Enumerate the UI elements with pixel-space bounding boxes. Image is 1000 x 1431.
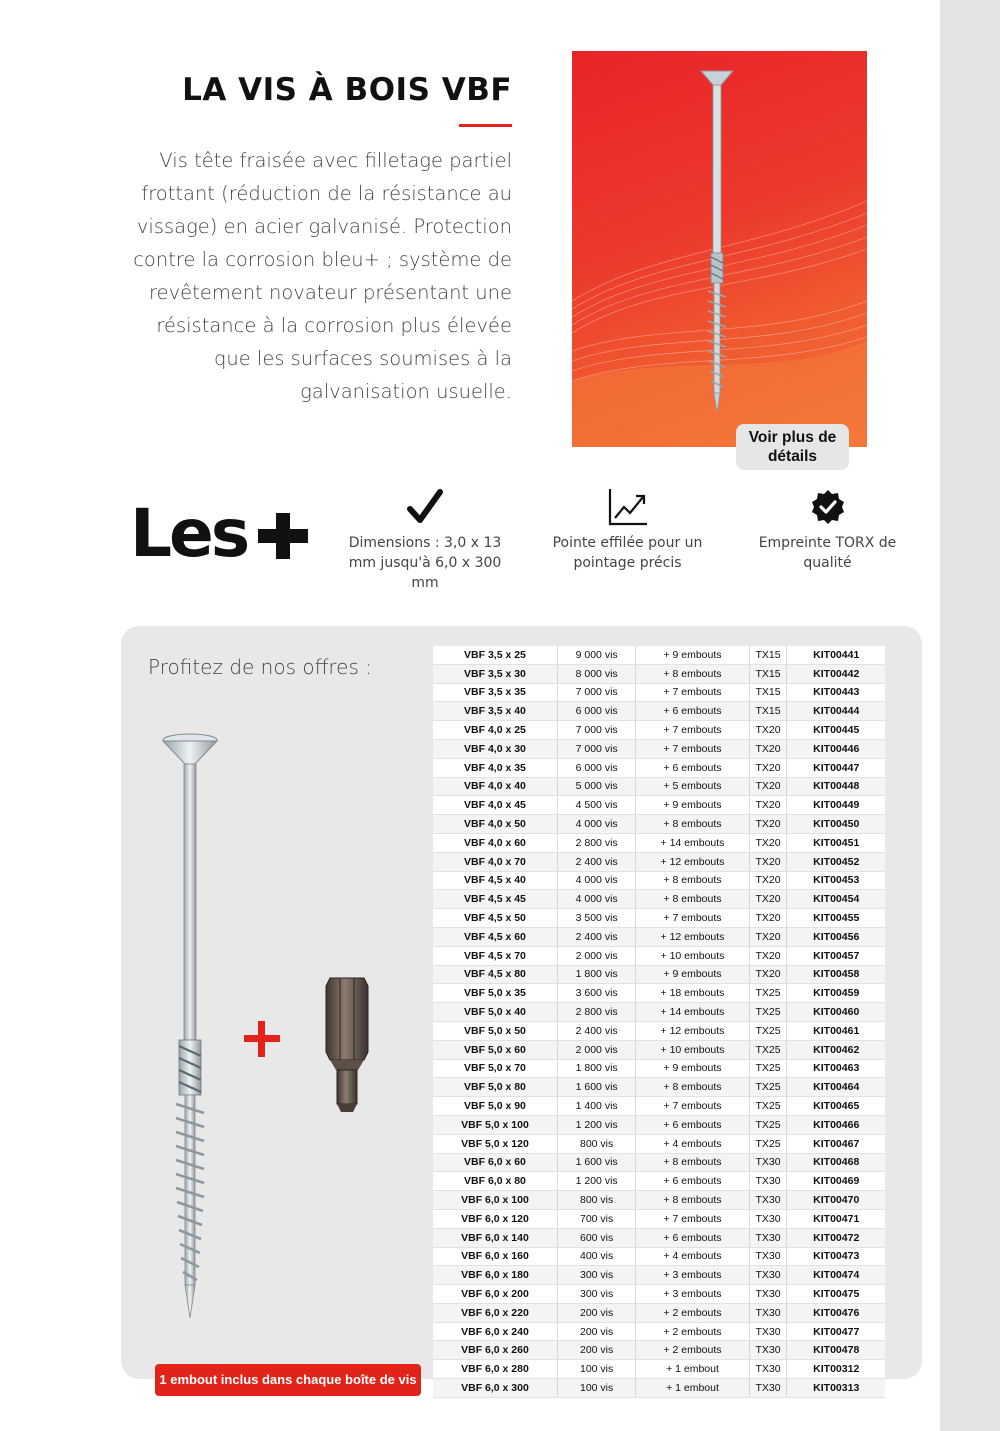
kit-code-cell: KIT00458 bbox=[787, 965, 885, 984]
bits-cell: + 8 embouts bbox=[636, 871, 749, 890]
bits-cell: + 6 embouts bbox=[636, 1115, 749, 1134]
torx-size-cell: TX25 bbox=[749, 1003, 787, 1022]
kit-code-cell: KIT00448 bbox=[787, 777, 885, 796]
page-title bbox=[150, 72, 512, 108]
bits-cell: + 3 embouts bbox=[636, 1285, 749, 1304]
advantage-tip-text: Pointe effilée pour un pointage précis bbox=[552, 535, 703, 571]
table-row bbox=[433, 1078, 885, 1097]
torx-size-cell: TX25 bbox=[749, 1021, 787, 1040]
product-image[interactable] bbox=[572, 51, 867, 447]
bits-cell: + 8 embouts bbox=[636, 1191, 749, 1210]
kit-code-cell: KIT00463 bbox=[787, 1059, 885, 1078]
bits-cell: + 8 embouts bbox=[636, 1078, 749, 1097]
table-row bbox=[433, 1191, 885, 1210]
torx-size-cell: TX20 bbox=[749, 758, 787, 777]
quantity-cell: 300 vis bbox=[557, 1285, 635, 1304]
check-icon bbox=[405, 487, 445, 527]
reference-cell: VBF 4,0 x 35 bbox=[433, 758, 557, 777]
bits-cell: + 9 embouts bbox=[636, 796, 749, 815]
table-row bbox=[433, 852, 885, 871]
quantity-cell: 9 000 vis bbox=[557, 646, 635, 664]
bits-cell: + 14 embouts bbox=[636, 833, 749, 852]
reference-cell: VBF 5,0 x 80 bbox=[433, 1078, 557, 1097]
bits-cell: + 4 embouts bbox=[636, 1134, 749, 1153]
torx-size-cell: TX20 bbox=[749, 871, 787, 890]
torx-size-cell: TX15 bbox=[749, 702, 787, 721]
table-row bbox=[433, 1134, 885, 1153]
advantage-dimensions-text: Dimensions : 3,0 x 13 mm jusqu'à 6,0 x 300 mm bbox=[348, 535, 502, 591]
torx-size-cell: TX20 bbox=[749, 721, 787, 740]
table-row bbox=[433, 1379, 885, 1398]
bits-cell: + 2 embouts bbox=[636, 1341, 749, 1360]
reference-cell: VBF 4,5 x 60 bbox=[433, 927, 557, 946]
table-row bbox=[433, 1172, 885, 1191]
reference-cell: VBF 5,0 x 70 bbox=[433, 1059, 557, 1078]
kit-code-cell: KIT00444 bbox=[787, 702, 885, 721]
kit-code-cell: KIT00460 bbox=[787, 1003, 885, 1022]
table-row bbox=[433, 871, 885, 890]
torx-size-cell: TX15 bbox=[749, 664, 787, 683]
table-row bbox=[433, 739, 885, 758]
kit-code-cell: KIT00453 bbox=[787, 871, 885, 890]
trend-chart-icon bbox=[607, 487, 649, 527]
quantity-cell: 1 800 vis bbox=[557, 965, 635, 984]
advantage-torx-text: Empreinte TORX de qualité bbox=[758, 535, 897, 571]
kit-code-cell: KIT00468 bbox=[787, 1153, 885, 1172]
kit-code-cell: KIT00471 bbox=[787, 1209, 885, 1228]
table-row bbox=[433, 1285, 885, 1304]
reference-cell: VBF 4,0 x 50 bbox=[433, 815, 557, 834]
torx-size-cell: TX20 bbox=[749, 815, 787, 834]
quantity-cell: 800 vis bbox=[557, 1191, 635, 1210]
kit-code-cell: KIT00477 bbox=[787, 1322, 885, 1341]
kit-code-cell: KIT00457 bbox=[787, 946, 885, 965]
bits-cell: + 2 embouts bbox=[636, 1322, 749, 1341]
quantity-cell: 7 000 vis bbox=[557, 739, 635, 758]
kit-code-cell: KIT00312 bbox=[787, 1360, 885, 1379]
torx-size-cell: TX30 bbox=[749, 1191, 787, 1210]
bits-cell: + 9 embouts bbox=[636, 646, 749, 664]
torx-size-cell: TX30 bbox=[749, 1285, 787, 1304]
kit-code-cell: KIT00476 bbox=[787, 1303, 885, 1322]
table-row bbox=[433, 1360, 885, 1379]
quantity-cell: 200 vis bbox=[557, 1341, 635, 1360]
kit-code-cell: KIT00474 bbox=[787, 1266, 885, 1285]
quantity-cell: 700 vis bbox=[557, 1209, 635, 1228]
quantity-cell: 2 000 vis bbox=[557, 946, 635, 965]
kit-code-cell: KIT00461 bbox=[787, 1021, 885, 1040]
reference-cell: VBF 6,0 x 180 bbox=[433, 1266, 557, 1285]
kit-code-cell: KIT00459 bbox=[787, 984, 885, 1003]
quantity-cell: 5 000 vis bbox=[557, 777, 635, 796]
torx-size-cell: TX25 bbox=[749, 1078, 787, 1097]
kit-code-cell: KIT00478 bbox=[787, 1341, 885, 1360]
kit-code-cell: KIT00446 bbox=[787, 739, 885, 758]
table-row bbox=[433, 1097, 885, 1116]
table-row bbox=[433, 1303, 885, 1322]
quantity-cell: 4 000 vis bbox=[557, 815, 635, 834]
bits-cell: + 8 embouts bbox=[636, 815, 749, 834]
torx-size-cell: TX30 bbox=[749, 1266, 787, 1285]
reference-cell: VBF 6,0 x 60 bbox=[433, 1153, 557, 1172]
kit-code-cell: KIT00456 bbox=[787, 927, 885, 946]
reference-cell: VBF 6,0 x 220 bbox=[433, 1303, 557, 1322]
torx-size-cell: TX20 bbox=[749, 927, 787, 946]
reference-cell: VBF 6,0 x 300 bbox=[433, 1379, 557, 1398]
quantity-cell: 4 500 vis bbox=[557, 796, 635, 815]
bits-cell: + 9 embouts bbox=[636, 965, 749, 984]
table-row bbox=[433, 1021, 885, 1040]
kit-code-cell: KIT00455 bbox=[787, 909, 885, 928]
side-strip bbox=[940, 0, 1000, 1431]
kit-code-cell: KIT00441 bbox=[787, 646, 885, 664]
torx-size-cell: TX20 bbox=[749, 739, 787, 758]
offers-table bbox=[433, 646, 885, 1398]
advantage-tip bbox=[545, 487, 710, 573]
reference-cell: VBF 3,5 x 35 bbox=[433, 683, 557, 702]
advantages-heading: Les bbox=[130, 495, 248, 572]
bits-cell: + 7 embouts bbox=[636, 1097, 749, 1116]
reference-cell: VBF 5,0 x 120 bbox=[433, 1134, 557, 1153]
torx-size-cell: TX25 bbox=[749, 1040, 787, 1059]
title-brand: VBF bbox=[441, 72, 512, 108]
torx-size-cell: TX15 bbox=[749, 646, 787, 664]
bits-cell: + 1 embout bbox=[636, 1379, 749, 1398]
reference-cell: VBF 4,5 x 45 bbox=[433, 890, 557, 909]
table-row bbox=[433, 721, 885, 740]
torx-size-cell: TX30 bbox=[749, 1379, 787, 1398]
quantity-cell: 2 400 vis bbox=[557, 927, 635, 946]
screw-illustration bbox=[150, 732, 230, 1322]
table-row bbox=[433, 1115, 885, 1134]
table-row bbox=[433, 1322, 885, 1341]
reference-cell: VBF 6,0 x 260 bbox=[433, 1341, 557, 1360]
kit-code-cell: KIT00462 bbox=[787, 1040, 885, 1059]
torx-size-cell: TX25 bbox=[749, 1097, 787, 1116]
reference-cell: VBF 4,0 x 25 bbox=[433, 721, 557, 740]
torx-size-cell: TX30 bbox=[749, 1322, 787, 1341]
bits-cell: + 9 embouts bbox=[636, 1059, 749, 1078]
bits-cell: + 5 embouts bbox=[636, 777, 749, 796]
reference-cell: VBF 5,0 x 35 bbox=[433, 984, 557, 1003]
kit-code-cell: KIT00467 bbox=[787, 1134, 885, 1153]
bits-cell: + 6 embouts bbox=[636, 1228, 749, 1247]
torx-size-cell: TX30 bbox=[749, 1360, 787, 1379]
offers-title: Profitez de nos offres : bbox=[148, 655, 372, 679]
quantity-cell: 1 400 vis bbox=[557, 1097, 635, 1116]
quantity-cell: 2 000 vis bbox=[557, 1040, 635, 1059]
kit-code-cell: KIT00465 bbox=[787, 1097, 885, 1116]
table-row bbox=[433, 664, 885, 683]
reference-cell: VBF 3,5 x 30 bbox=[433, 664, 557, 683]
kit-code-cell: KIT00470 bbox=[787, 1191, 885, 1210]
reference-cell: VBF 4,0 x 70 bbox=[433, 852, 557, 871]
reference-cell: VBF 4,5 x 50 bbox=[433, 909, 557, 928]
reference-cell: VBF 3,5 x 40 bbox=[433, 702, 557, 721]
quantity-cell: 8 000 vis bbox=[557, 664, 635, 683]
bits-cell: + 7 embouts bbox=[636, 683, 749, 702]
kit-code-cell: KIT00472 bbox=[787, 1228, 885, 1247]
quantity-cell: 2 400 vis bbox=[557, 1021, 635, 1040]
bits-cell: + 4 embouts bbox=[636, 1247, 749, 1266]
quantity-cell: 6 000 vis bbox=[557, 702, 635, 721]
torx-size-cell: TX25 bbox=[749, 1115, 787, 1134]
quantity-cell: 2 800 vis bbox=[557, 833, 635, 852]
torx-size-cell: TX30 bbox=[749, 1228, 787, 1247]
reference-cell: VBF 4,5 x 70 bbox=[433, 946, 557, 965]
reference-cell: VBF 5,0 x 60 bbox=[433, 1040, 557, 1059]
table-row bbox=[433, 646, 885, 664]
plus-icon bbox=[258, 513, 308, 559]
reference-cell: VBF 5,0 x 40 bbox=[433, 1003, 557, 1022]
torx-size-cell: TX30 bbox=[749, 1209, 787, 1228]
reference-cell: VBF 6,0 x 140 bbox=[433, 1228, 557, 1247]
torx-size-cell: TX20 bbox=[749, 852, 787, 871]
table-row bbox=[433, 1040, 885, 1059]
bits-cell: + 10 embouts bbox=[636, 946, 749, 965]
reference-cell: VBF 6,0 x 120 bbox=[433, 1209, 557, 1228]
torx-size-cell: TX25 bbox=[749, 984, 787, 1003]
reference-cell: VBF 4,0 x 60 bbox=[433, 833, 557, 852]
table-row bbox=[433, 1341, 885, 1360]
bits-cell: + 8 embouts bbox=[636, 1153, 749, 1172]
quantity-cell: 1 600 vis bbox=[557, 1078, 635, 1097]
reference-cell: VBF 6,0 x 280 bbox=[433, 1360, 557, 1379]
quantity-cell: 6 000 vis bbox=[557, 758, 635, 777]
quality-badge-icon bbox=[808, 487, 848, 527]
bits-cell: + 7 embouts bbox=[636, 909, 749, 928]
reference-cell: VBF 3,5 x 25 bbox=[433, 646, 557, 664]
bits-cell: + 12 embouts bbox=[636, 1021, 749, 1040]
torx-size-cell: TX20 bbox=[749, 965, 787, 984]
torx-size-cell: TX30 bbox=[749, 1341, 787, 1360]
torx-bit-illustration bbox=[322, 972, 372, 1114]
table-row bbox=[433, 927, 885, 946]
table-row bbox=[433, 758, 885, 777]
kit-code-cell: KIT00451 bbox=[787, 833, 885, 852]
reference-cell: VBF 6,0 x 200 bbox=[433, 1285, 557, 1304]
table-row bbox=[433, 1228, 885, 1247]
torx-size-cell: TX20 bbox=[749, 796, 787, 815]
reference-cell: VBF 6,0 x 100 bbox=[433, 1191, 557, 1210]
intro-paragraph: Vis tête fraisée avec filletage partiel frottant (réduction de la résistance au vissage) en acier galvanisé. Protection contre la corrosion bleu+ ; système de revêtement novateur présentant une résistance à la corrosion plus élevée que les surfaces soumises à la galvanisation usuelle. bbox=[133, 149, 512, 403]
bits-cell: + 14 embouts bbox=[636, 1003, 749, 1022]
bits-cell: + 8 embouts bbox=[636, 890, 749, 909]
table-row bbox=[433, 890, 885, 909]
torx-size-cell: TX20 bbox=[749, 777, 787, 796]
bits-cell: + 3 embouts bbox=[636, 1266, 749, 1285]
reference-cell: VBF 4,0 x 40 bbox=[433, 777, 557, 796]
kit-code-cell: KIT00450 bbox=[787, 815, 885, 834]
title-prefix: LA VIS À BOIS bbox=[182, 72, 431, 108]
bits-cell: + 6 embouts bbox=[636, 758, 749, 777]
reference-cell: VBF 6,0 x 160 bbox=[433, 1247, 557, 1266]
torx-size-cell: TX30 bbox=[749, 1153, 787, 1172]
quantity-cell: 7 000 vis bbox=[557, 721, 635, 740]
table-row bbox=[433, 946, 885, 965]
quantity-cell: 800 vis bbox=[557, 1134, 635, 1153]
kit-code-cell: KIT00449 bbox=[787, 796, 885, 815]
kit-code-cell: KIT00443 bbox=[787, 683, 885, 702]
quantity-cell: 3 600 vis bbox=[557, 984, 635, 1003]
table-row bbox=[433, 965, 885, 984]
bits-cell: + 7 embouts bbox=[636, 721, 749, 740]
kit-code-cell: KIT00473 bbox=[787, 1247, 885, 1266]
bits-cell: + 18 embouts bbox=[636, 984, 749, 1003]
quantity-cell: 2 400 vis bbox=[557, 852, 635, 871]
table-row bbox=[433, 1059, 885, 1078]
torx-size-cell: TX20 bbox=[749, 833, 787, 852]
reference-cell: VBF 4,5 x 80 bbox=[433, 965, 557, 984]
quantity-cell: 4 000 vis bbox=[557, 890, 635, 909]
torx-size-cell: TX25 bbox=[749, 1059, 787, 1078]
bits-cell: + 2 embouts bbox=[636, 1303, 749, 1322]
quantity-cell: 300 vis bbox=[557, 1266, 635, 1285]
torx-size-cell: TX20 bbox=[749, 890, 787, 909]
quantity-cell: 600 vis bbox=[557, 1228, 635, 1247]
table-row bbox=[433, 909, 885, 928]
advantage-dimensions bbox=[340, 487, 510, 593]
reference-cell: VBF 6,0 x 240 bbox=[433, 1322, 557, 1341]
quantity-cell: 3 500 vis bbox=[557, 909, 635, 928]
quantity-cell: 1 800 vis bbox=[557, 1059, 635, 1078]
quantity-cell: 100 vis bbox=[557, 1360, 635, 1379]
kit-code-cell: KIT00452 bbox=[787, 852, 885, 871]
table-row bbox=[433, 777, 885, 796]
quantity-cell: 4 000 vis bbox=[557, 871, 635, 890]
table-row bbox=[433, 1266, 885, 1285]
reference-cell: VBF 4,0 x 45 bbox=[433, 796, 557, 815]
reference-cell: VBF 6,0 x 80 bbox=[433, 1172, 557, 1191]
kit-code-cell: KIT00313 bbox=[787, 1379, 885, 1398]
table-row bbox=[433, 1153, 885, 1172]
torx-size-cell: TX30 bbox=[749, 1172, 787, 1191]
quantity-cell: 7 000 vis bbox=[557, 683, 635, 702]
bits-cell: + 8 embouts bbox=[636, 664, 749, 683]
table-row bbox=[433, 683, 885, 702]
reference-cell: VBF 4,0 x 30 bbox=[433, 739, 557, 758]
torx-size-cell: TX20 bbox=[749, 946, 787, 965]
bits-cell: + 12 embouts bbox=[636, 852, 749, 871]
quantity-cell: 2 800 vis bbox=[557, 1003, 635, 1022]
torx-size-cell: TX25 bbox=[749, 1134, 787, 1153]
quantity-cell: 400 vis bbox=[557, 1247, 635, 1266]
kit-code-cell: KIT00447 bbox=[787, 758, 885, 777]
title-underline bbox=[459, 124, 512, 127]
advantage-torx bbox=[745, 487, 910, 573]
bits-cell: + 6 embouts bbox=[636, 1172, 749, 1191]
screw-on-red-background-illustration bbox=[572, 51, 867, 447]
kit-code-cell: KIT00454 bbox=[787, 890, 885, 909]
bits-cell: + 7 embouts bbox=[636, 739, 749, 758]
table-row bbox=[433, 1247, 885, 1266]
quantity-cell: 200 vis bbox=[557, 1303, 635, 1322]
table-row bbox=[433, 702, 885, 721]
bits-cell: + 10 embouts bbox=[636, 1040, 749, 1059]
table-row bbox=[433, 815, 885, 834]
table-row bbox=[433, 1209, 885, 1228]
table-row bbox=[433, 984, 885, 1003]
reference-cell: VBF 4,5 x 40 bbox=[433, 871, 557, 890]
quantity-cell: 200 vis bbox=[557, 1322, 635, 1341]
quantity-cell: 100 vis bbox=[557, 1379, 635, 1398]
quantity-cell: 1 200 vis bbox=[557, 1172, 635, 1191]
reference-cell: VBF 5,0 x 100 bbox=[433, 1115, 557, 1134]
reference-cell: VBF 5,0 x 50 bbox=[433, 1021, 557, 1040]
kit-code-cell: KIT00469 bbox=[787, 1172, 885, 1191]
bits-cell: + 6 embouts bbox=[636, 702, 749, 721]
see-details-button[interactable]: Voir plus de détails bbox=[736, 424, 849, 470]
bits-cell: + 1 embout bbox=[636, 1360, 749, 1379]
quantity-cell: 1 600 vis bbox=[557, 1153, 635, 1172]
table-row bbox=[433, 833, 885, 852]
bits-cell: + 7 embouts bbox=[636, 1209, 749, 1228]
plus-icon-red bbox=[244, 1021, 280, 1057]
torx-size-cell: TX30 bbox=[749, 1303, 787, 1322]
kit-code-cell: KIT00445 bbox=[787, 721, 885, 740]
torx-size-cell: TX20 bbox=[749, 909, 787, 928]
torx-size-cell: TX15 bbox=[749, 683, 787, 702]
kit-code-cell: KIT00475 bbox=[787, 1285, 885, 1304]
table-row bbox=[433, 1003, 885, 1022]
kit-code-cell: KIT00442 bbox=[787, 664, 885, 683]
kit-code-cell: KIT00464 bbox=[787, 1078, 885, 1097]
torx-size-cell: TX30 bbox=[749, 1247, 787, 1266]
quantity-cell: 1 200 vis bbox=[557, 1115, 635, 1134]
bits-cell: + 12 embouts bbox=[636, 927, 749, 946]
kit-code-cell: KIT00466 bbox=[787, 1115, 885, 1134]
reference-cell: VBF 5,0 x 90 bbox=[433, 1097, 557, 1116]
included-bit-badge: 1 embout inclus dans chaque boîte de vis bbox=[155, 1364, 421, 1396]
table-row bbox=[433, 796, 885, 815]
